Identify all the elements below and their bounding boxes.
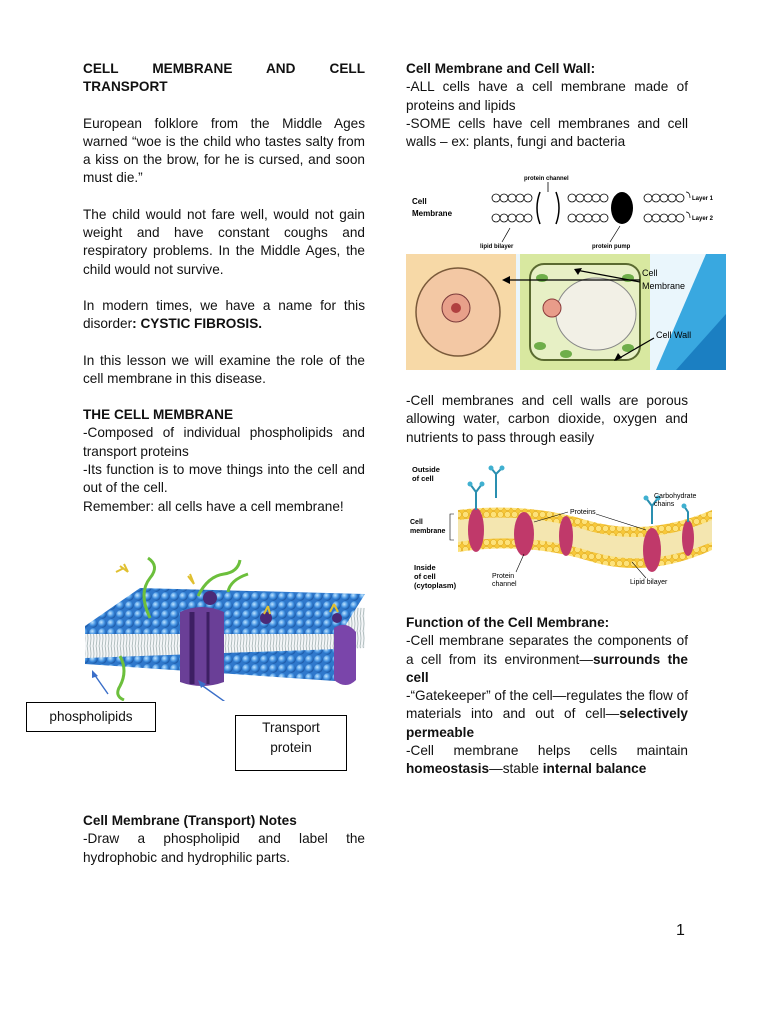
- function-point: -Its function is to move things into the cell and out of the cell.: [83, 462, 365, 496]
- fig3-channel-label-2: channel: [492, 581, 517, 588]
- all-cells-text: -ALL cells have a cell membrane made of proteins and lipids: [406, 79, 688, 113]
- notes-section: [83, 812, 365, 867]
- left-column: [83, 60, 365, 516]
- transport-label-line2: protein: [270, 740, 312, 755]
- fig1-layer2-label: Layer 2: [692, 216, 714, 222]
- fig1-lipid-bilayer-label: lipid bilayer: [480, 244, 514, 250]
- membrane-3d-figure: [80, 556, 370, 701]
- fig1-protein-channel-label: protein channel: [524, 176, 569, 182]
- fig2-cell-label: Cell: [642, 268, 658, 278]
- folklore-paragraph: European folklore from the Middle Ages warned “woe is the child who tastes salty from a kiss on the brow, for he is cursed, and soon must die.”: [83, 115, 365, 186]
- fig3-cell-label-1: Cell: [410, 519, 423, 526]
- right-column-top: [406, 60, 688, 151]
- transport-label-line1: Transport: [262, 720, 320, 735]
- fig3-cell-label-2: membrane: [410, 528, 446, 535]
- surrounds-bold: surrounds the cell: [406, 651, 688, 685]
- homeostasis-text2: —stable: [489, 761, 543, 777]
- fig1-membrane-label: Membrane: [412, 209, 453, 218]
- notes-text: -Draw a phospholipid and label the hydrophobic and hydrophilic parts.: [83, 831, 365, 865]
- cell-membrane-heading: THE CELL MEMBRANE: [83, 407, 234, 423]
- lipid-bilayer-diagram: [406, 170, 726, 252]
- separates-text: -Cell membrane separates the components of a cell from its environment—: [406, 633, 688, 667]
- homeostasis-point: [406, 742, 688, 779]
- porous-section: [406, 392, 688, 447]
- selectively-permeable-bold: selectively permeable: [406, 706, 688, 740]
- internal-balance-bold: internal balance: [542, 761, 647, 777]
- fig3-channel-label-1: Protein: [492, 573, 515, 580]
- composition-point: -Composed of individual phospholipids and transport proteins: [83, 425, 365, 459]
- fig3-outside-label-2: of cell: [412, 474, 434, 483]
- gatekeeper-text: -“Gatekeeper” of the cell—regulates the flow of materials into and out of cell—: [406, 688, 688, 722]
- fig1-cell-label: Cell: [412, 197, 427, 206]
- fig2-membrane-label: Membrane: [642, 281, 686, 291]
- homeostasis-text1: -Cell membrane helps cells maintain: [406, 743, 688, 759]
- remember-note: Remember: all cells have a cell membrane!: [83, 498, 344, 514]
- some-cells-text: -SOME cells have cell membranes and cell walls – ex: plants, fungi and bacteria: [406, 115, 688, 150]
- lesson-paragraph: In this lesson we will examine the role of the cell membrane in this disease.: [83, 352, 365, 386]
- animal-plant-cell-figure: [406, 254, 726, 370]
- modern-paragraph: [83, 297, 365, 334]
- separates-point: [406, 632, 688, 687]
- page-title-line1: CELL MEMBRANE AND CELL: [83, 61, 365, 76]
- fig3-inside-label-1: Inside: [414, 563, 436, 572]
- page-title-line2: TRANSPORT: [83, 79, 168, 95]
- fare-paragraph: The child would not fare well, would not gain weight and have constant coughs and respiratory problems. In the Middle Ages, the child would not survive.: [83, 206, 365, 277]
- fig3-inside-label-3: (cytoplasm): [414, 581, 457, 590]
- modern-colon: :: [132, 316, 141, 332]
- function-heading: Function of the Cell Membrane:: [406, 615, 610, 630]
- fig3-carb-label-1: Carbohydrate: [654, 493, 697, 500]
- disorder-name: CYSTIC FIBROSIS.: [140, 316, 263, 332]
- notes-heading: Cell Membrane (Transport) Notes: [83, 813, 297, 828]
- fig3-outside-label-1: Outside: [412, 465, 440, 474]
- fig1-layer1-label: Layer 1: [692, 196, 714, 202]
- modern-text: In modern times, we have a name for this disorder: [83, 297, 365, 332]
- membrane-cross-section-figure: [406, 462, 718, 592]
- fig3-carb-label-2: chains: [654, 501, 675, 508]
- page-number: 1: [676, 922, 685, 939]
- fig1-protein-pump-label: protein pump: [592, 244, 631, 250]
- function-section: [406, 614, 688, 779]
- gatekeeper-point: [406, 687, 688, 742]
- homeostasis-bold: homeostasis: [406, 761, 490, 777]
- porous-text: -Cell membranes and cell walls are porous allowing water, carbon dioxide, oxygen and nutrients to pass through easily: [406, 393, 688, 445]
- fig3-proteins-label: Proteins: [570, 509, 596, 516]
- fig3-lipid-bilayer-label: Lipid bilayer: [630, 579, 668, 586]
- fig2-cell-wall-label: Cell Wall: [656, 330, 692, 340]
- transport-protein-label: [235, 715, 347, 771]
- phospholipids-label: phospholipids: [26, 702, 156, 732]
- fig3-inside-label-2: of cell: [414, 572, 436, 581]
- wall-heading: Cell Membrane and Cell Wall:: [406, 61, 596, 76]
